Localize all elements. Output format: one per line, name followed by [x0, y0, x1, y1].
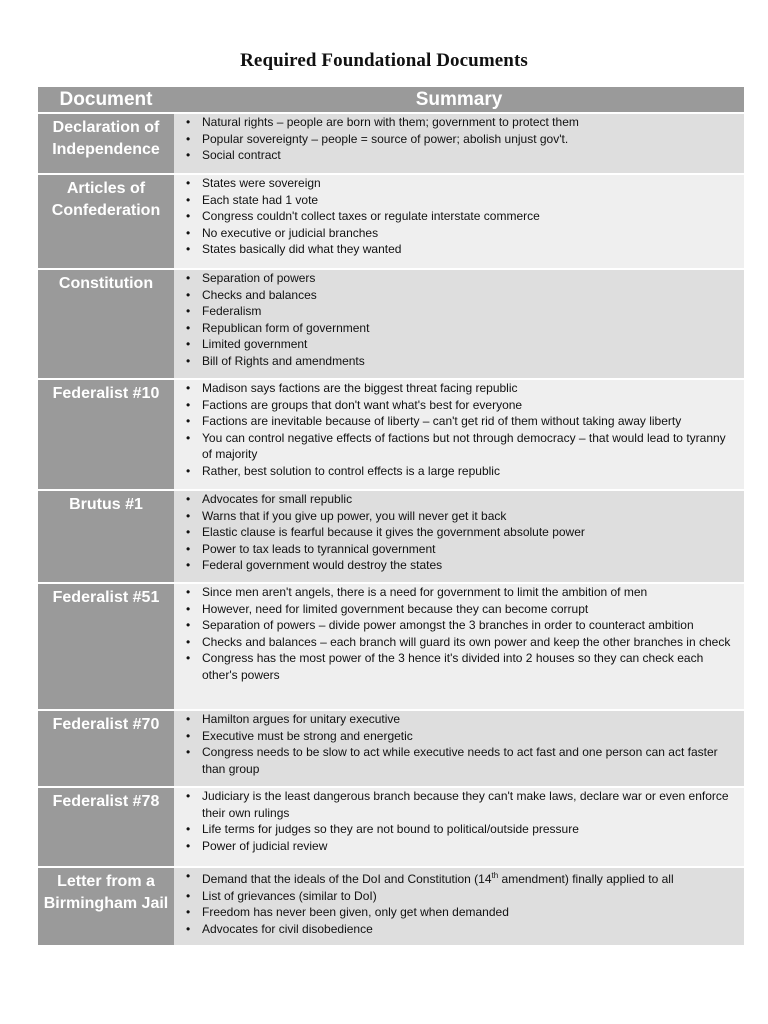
summary-bullet: • Natural rights – people are born with them; government to protect them	[202, 114, 734, 131]
document-name: Constitution	[38, 269, 174, 379]
table-row	[38, 490, 744, 583]
summary-bullet: • Federal government would destroy the states	[202, 557, 734, 574]
table-row	[38, 113, 744, 174]
table-header-row	[38, 87, 744, 113]
summary-bullet: • Congress has the most power of the 3 hence it's divided into 2 houses so they can check each other's powers	[202, 650, 734, 683]
summary-list	[174, 175, 734, 258]
summary-cell	[174, 113, 744, 174]
summary-bullet: • Judiciary is the least dangerous branch because they can't make laws, declare war or even enforce their own rulings	[202, 788, 734, 821]
document-name: Declaration of Independence	[38, 113, 174, 174]
summary-bullet: • Advocates for small republic	[202, 491, 734, 508]
table-row	[38, 867, 744, 945]
summary-list	[174, 114, 734, 164]
document-name: Federalist #51	[38, 583, 174, 710]
summary-bullet: • Checks and balances – each branch will guard its own power and keep the other branches in check	[202, 634, 734, 651]
document-name: Brutus #1	[38, 490, 174, 583]
summary-bullet: • Factions are inevitable because of liberty – can't get rid of them without taking away liberty	[202, 413, 734, 430]
document-name: Federalist #70	[38, 710, 174, 787]
summary-cell	[174, 787, 744, 867]
document-name: Federalist #78	[38, 787, 174, 867]
summary-bullet: • Hamilton argues for unitary executive	[202, 711, 734, 728]
summary-cell	[174, 174, 744, 269]
summary-list	[174, 868, 734, 937]
summary-bullet: • Republican form of government	[202, 320, 734, 337]
table-row	[38, 269, 744, 379]
summary-bullet: • List of grievances (similar to DoI)	[202, 888, 734, 905]
summary-list	[174, 270, 734, 369]
summary-list	[174, 711, 734, 777]
summary-list	[174, 491, 734, 574]
summary-bullet: • Freedom has never been given, only get when demanded	[202, 904, 734, 921]
summary-bullet: • Congress couldn't collect taxes or regulate interstate commerce	[202, 208, 734, 225]
summary-bullet: • Factions are groups that don't want what's best for everyone	[202, 397, 734, 414]
summary-bullet: • Power to tax leads to tyrannical government	[202, 541, 734, 558]
summary-list	[174, 788, 734, 854]
summary-bullet: • Madison says factions are the biggest threat facing republic	[202, 380, 734, 397]
summary-bullet: • Congress needs to be slow to act while executive needs to act fast and one person can act faster than group	[202, 744, 734, 777]
table-row	[38, 379, 744, 490]
summary-cell	[174, 583, 744, 710]
summary-bullet: • Warns that if you give up power, you will never get it back	[202, 508, 734, 525]
document-name: Articles of Confederation	[38, 174, 174, 269]
summary-bullet: • Advocates for civil disobedience	[202, 921, 734, 938]
summary-list	[174, 380, 734, 479]
summary-bullet: • Elastic clause is fearful because it gives the government absolute power	[202, 524, 734, 541]
summary-cell	[174, 269, 744, 379]
summary-cell	[174, 710, 744, 787]
summary-bullet: • Bill of Rights and amendments	[202, 353, 734, 370]
summary-bullet: • Each state had 1 vote	[202, 192, 734, 209]
summary-bullet: • Life terms for judges so they are not bound to political/outside pressure	[202, 821, 734, 838]
document-name: Federalist #10	[38, 379, 174, 490]
summary-bullet: • Popular sovereignty – people = source of power; abolish unjust gov't.	[202, 131, 734, 148]
table-row	[38, 787, 744, 867]
header-document: Document	[38, 87, 174, 113]
summary-bullet: • Since men aren't angels, there is a need for government to limit the ambition of men	[202, 584, 734, 601]
page-title: Required Foundational Documents	[240, 50, 528, 71]
table-row	[38, 583, 744, 710]
table-row	[38, 710, 744, 787]
summary-bullet: • States were sovereign	[202, 175, 734, 192]
summary-cell	[174, 867, 744, 945]
summary-bullet: • Social contract	[202, 147, 734, 164]
summary-bullet: • Separation of powers – divide power amongst the 3 branches in order to counteract ambition	[202, 617, 734, 634]
documents-table	[38, 87, 744, 945]
summary-bullet: • Limited government	[202, 336, 734, 353]
summary-bullet: • States basically did what they wanted	[202, 241, 734, 258]
summary-bullet: • Power of judicial review	[202, 838, 734, 855]
summary-bullet: • Separation of powers	[202, 270, 734, 287]
summary-bullet: • No executive or judicial branches	[202, 225, 734, 242]
summary-cell	[174, 490, 744, 583]
summary-list	[174, 584, 734, 683]
header-summary: Summary	[174, 87, 744, 113]
summary-bullet: • Executive must be strong and energetic	[202, 728, 734, 745]
summary-cell	[174, 379, 744, 490]
summary-bullet: • Rather, best solution to control effects is a large republic	[202, 463, 734, 480]
summary-bullet: • You can control negative effects of factions but not through democracy – that would lead to tyranny of majority	[202, 430, 734, 463]
table-row	[38, 174, 744, 269]
summary-bullet: • However, need for limited government because they can become corrupt	[202, 601, 734, 618]
summary-bullet: • Federalism	[202, 303, 734, 320]
summary-bullet: • Demand that the ideals of the DoI and Constitution (14th amendment) finally applied to all	[202, 868, 734, 888]
summary-bullet: • Checks and balances	[202, 287, 734, 304]
document-name: Letter from a Birmingham Jail	[38, 867, 174, 945]
